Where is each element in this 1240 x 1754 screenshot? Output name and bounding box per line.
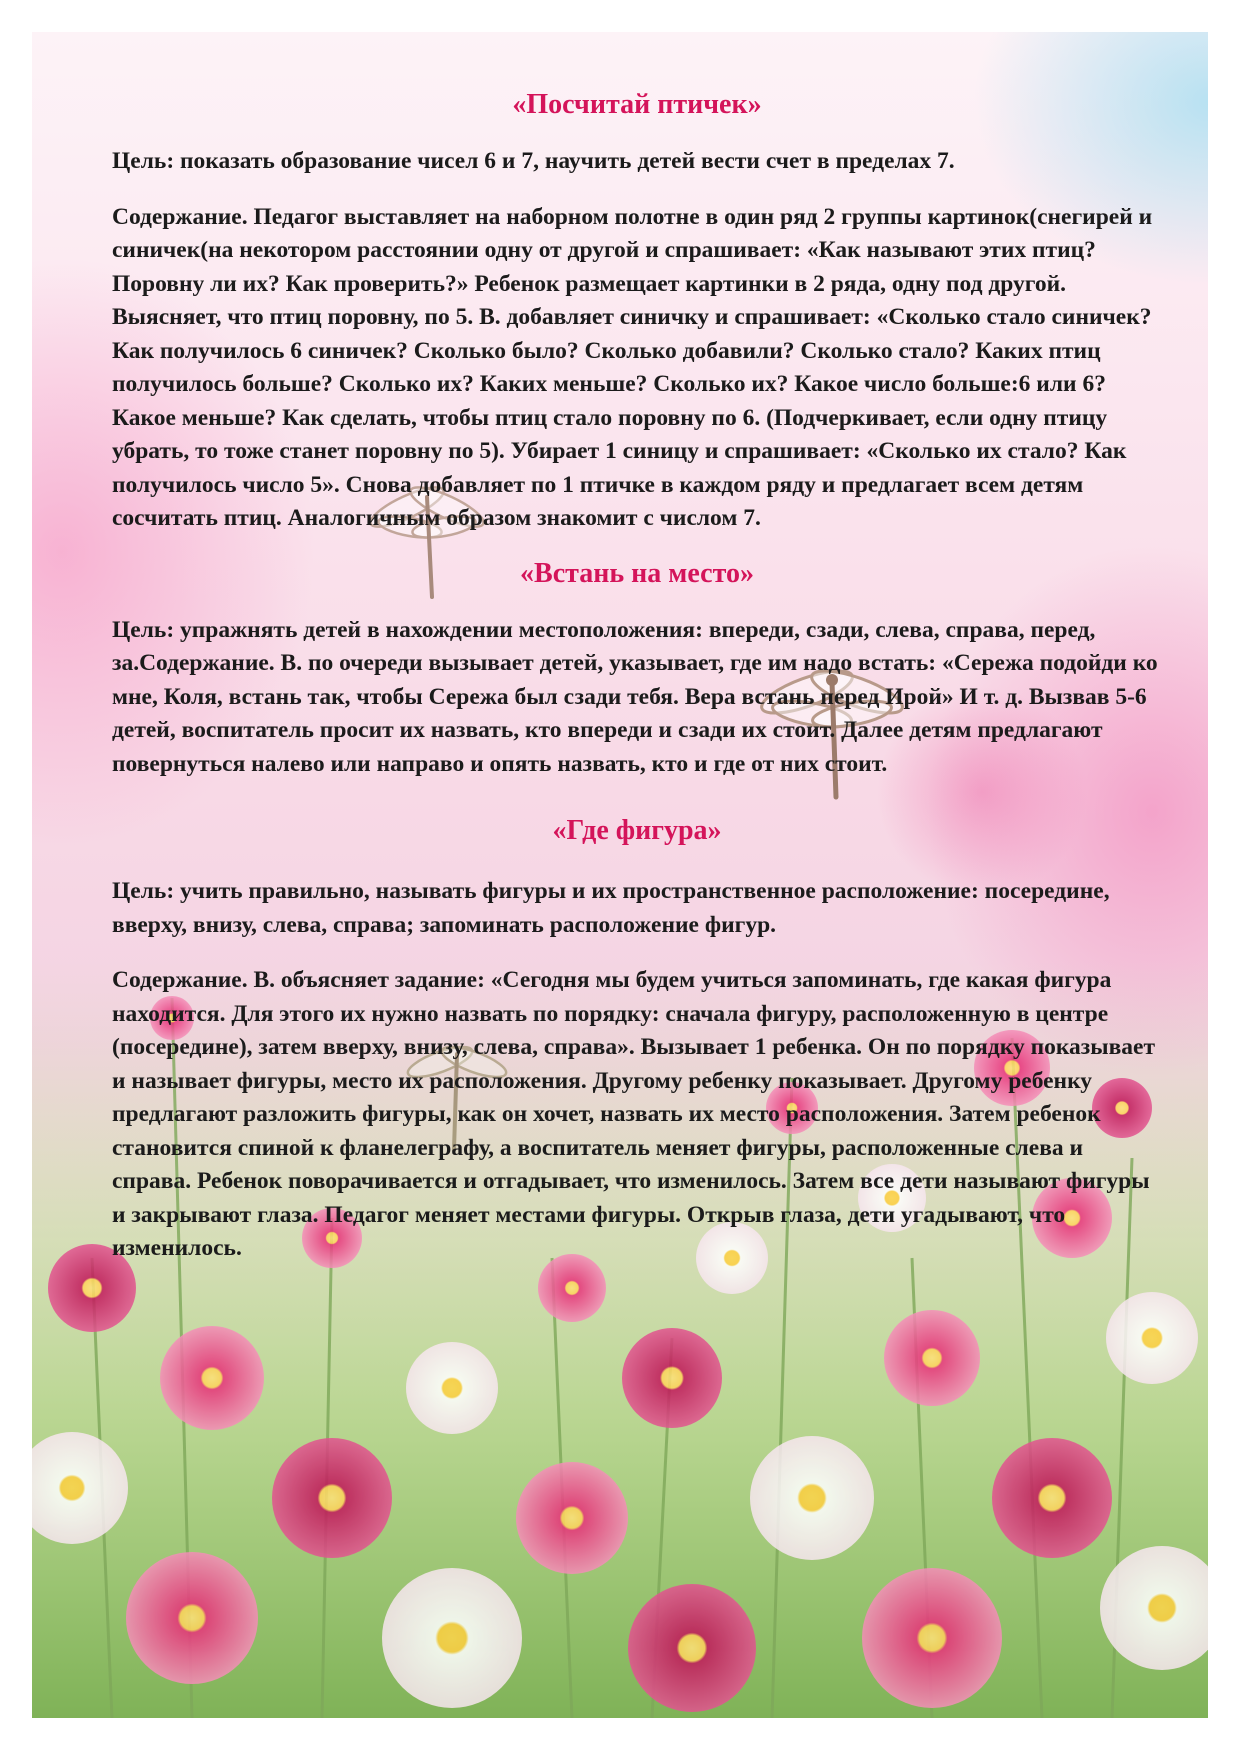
section-count-birds [112,87,1162,536]
section-title: «Посчитай птичек» [512,89,762,120]
section-stand-in-place [112,556,1162,782]
section-goal: Цель: учить правильно, называть фигуры и их пространственное расположение: посередине, вверху, внизу, слева, справа; запоминать расположение фигур. [112,878,1110,938]
document-body [112,87,1162,1266]
section-content: Содержание. Педагог выставляет на наборном полотне в один ряд 2 группы картинок(снегирей и синичек(на некотором расстоянии одну от другой и спрашивает: «Как называют этих птиц? Поровну ли их? Как проверить?» Ребенок размещает картинки в 2 ряда, одну под другой. Выясняет, что птиц поровну, по 5. В. добавляет синичку и спрашивает: «Сколько стало синичек? Как получилось 6 синичек? Сколько было? Сколько добавили? Сколько стало? Каких птиц получилось больше? Сколько их? Каких меньше? Сколько их? Какое число больше:6 или 6?Какое меньше? Как сделать, чтобы птиц стало поровну по 6. (Подчеркивает, если одну птицу убрать, то тоже станет поровну по 5). Убирает 1 синицу и спрашивает: «Сколько их стало? Как получилось число 5». Снова добавляет по 1 птичке в каждом ряду и предлагает всем детям сосчитать птиц. Аналогичным образом знакомит с числом 7. [112,203,1153,531]
section-goal: Цель: показать образование чисел 6 и 7, научить детей вести счет в пределах 7. [112,148,955,174]
page-background [32,32,1208,1718]
section-title: «Где фигура» [552,815,722,846]
section-goal: Цель: упражнять детей в нахождении местоположения: впереди, сзади, слева, справа, перед, за.Содержание. В. по очереди вызывает детей, указывает, где им надо встать: «Сережа подойди ко мне, Коля, встань так, чтобы Сережа был сзади тебя. Вера встань перед Ирой» И т. д. Вызвав 5-6 детей, воспитатель просит их назвать, кто впереди и сзади их стоит. Далее детям предлагают повернуться налево или направо и опять назвать, кто и где от них стоит. [112,616,1158,777]
section-content: Содержание. В. объясняет задание: «Сегодня мы будем учиться запоминать, где какая фигура находится. Для этого их нужно назвать по порядку: сначала фигуру, расположенную в центре (посередине), затем вверху, внизу, слева, справа». Вызывает 1 ребенка. Он по порядку показывает и называет фигуры, место их расположения. Другому ребенку показывает. Другому ребенку предлагают разложить фигуры, как он хочет, назвать их место расположения. Затем ребенок становится спиной к фланелеграфу, а воспитатель меняет фигуры, расположенные слева и справа. Ребенок поворачивается и отгадывает, что изменилось. Затем все дети называют фигуры и закрывают глаза. Педагог меняет местами фигуры. Открыв глаза, дети угадывают, что изменилось. [112,967,1155,1261]
section-where-figure [112,813,1162,1266]
section-title: «Встань на место» [520,557,754,589]
